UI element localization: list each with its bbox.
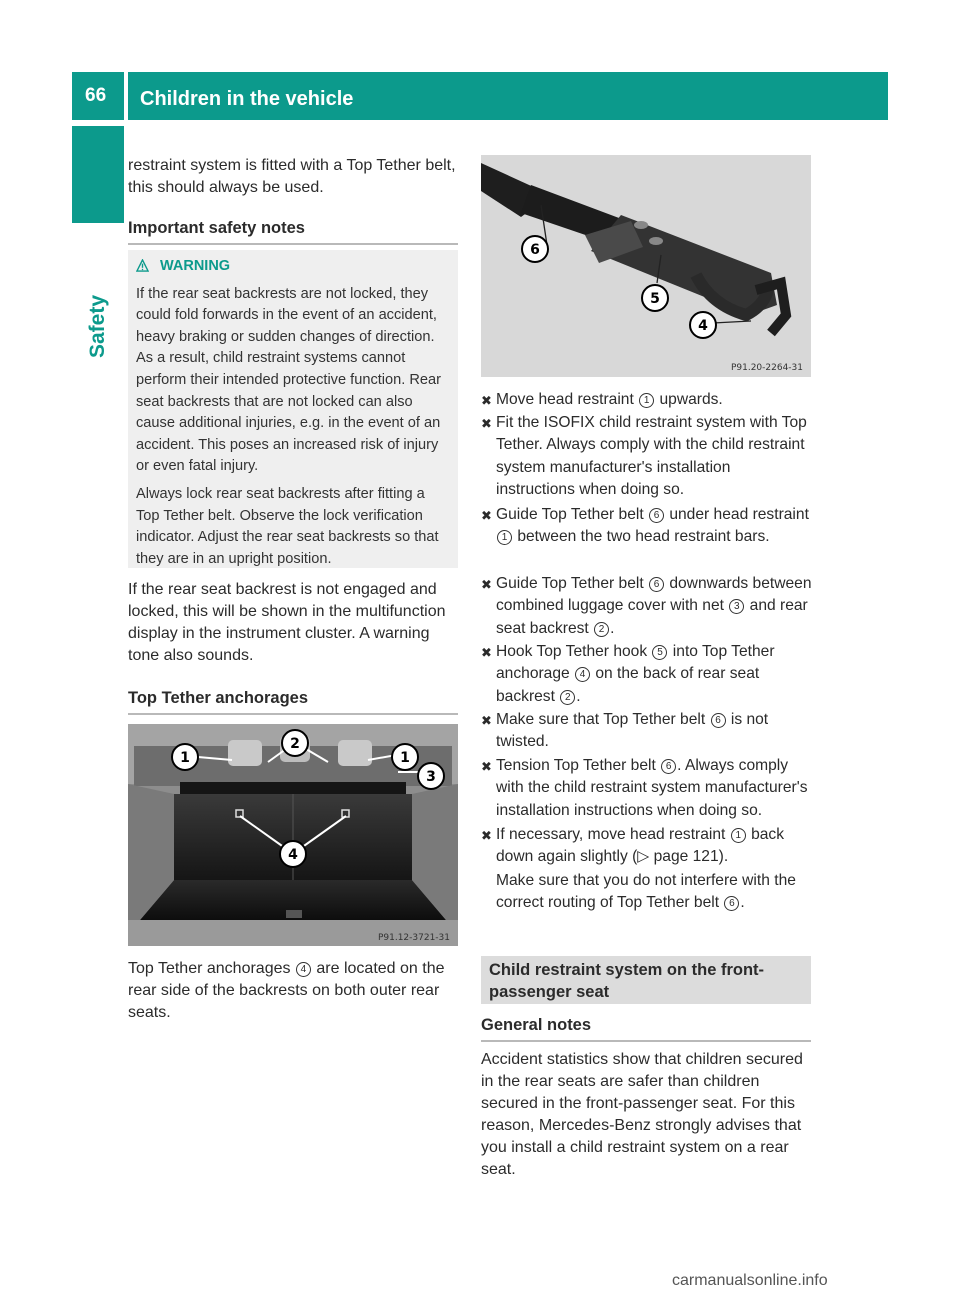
paragraph-accident-statistics: Accident statistics show that children secured in the rear seats are safer than children secured in the front-passenger seat. For this reason, Mercedes-Benz strongly advises that you install a child restraint system on a rear seat.: [481, 1051, 803, 1178]
step-arrow-icon: ✖: [481, 416, 492, 431]
svg-text:4: 4: [698, 318, 708, 334]
ref-6-marker: 6: [724, 896, 739, 911]
callout-1-left: [172, 744, 198, 770]
ref-2-marker: 2: [594, 622, 609, 637]
ref-6-marker: 6: [661, 759, 676, 774]
svg-text:6: 6: [530, 242, 540, 258]
callout-2: [282, 730, 308, 756]
ref-1-marker: 1: [731, 828, 746, 843]
ref-1-marker: 1: [639, 393, 654, 408]
step-4: ✖ Guide Top Tether belt 6 downwards between combined luggage cover with net 3 and rear seat backrest 2 .: [481, 575, 812, 637]
section-tab: [72, 126, 124, 223]
section-title-box: Child restraint system on the front-passenger seat: [481, 956, 811, 1004]
ref-6-marker: 6: [649, 508, 664, 523]
ref-3-marker: 3: [729, 599, 744, 614]
step-5: ✖ Hook Top Tether hook 5 into Top Tether anchorage 4 on the back of rear seat backrest 2 .: [481, 643, 775, 705]
warning-triangle-icon: [136, 258, 149, 280]
warning-paragraph-2: Always lock rear seat backrests after fitting a Top Tether belt. Observe the lock verification indicator. Adjust the rear seat backrests so that they are in an upright position.: [136, 485, 439, 567]
chapter-title: Children in the vehicle: [128, 72, 888, 120]
callout-5: [642, 285, 668, 311]
step-arrow-icon: ✖: [481, 393, 492, 408]
step-arrow-icon: ✖: [481, 828, 492, 843]
image-code-2: P91.20-2264-31: [730, 363, 803, 373]
callout-1-right: [392, 744, 418, 770]
step-3: ✖ Guide Top Tether belt 6 under head restraint 1 between the two head restraint bars.: [481, 506, 809, 546]
svg-text:3: 3: [426, 769, 436, 785]
section-label: Safety: [86, 294, 109, 358]
watermark: carmanualsonline.info: [672, 1272, 828, 1289]
step-arrow-icon: ✖: [481, 759, 492, 774]
step-7: ✖ Tension Top Tether belt 6 . Always comply with the child restraint system manufacturer's installation instructions when doing so.: [481, 757, 808, 819]
ref-5-marker: 5: [652, 645, 667, 660]
step-arrow-icon: ✖: [481, 645, 492, 660]
caption-anchorages: Top Tether anchorages 4 are located on the rear side of the backrests on both outer rear seats.: [128, 960, 445, 1021]
ref-2-marker: 2: [560, 690, 575, 705]
tether-hook-image: [481, 155, 811, 377]
svg-text:5: 5: [650, 291, 660, 307]
ref-1-marker: 1: [497, 530, 512, 545]
step-1: ✖ Move head restraint 1 upwards.: [481, 389, 813, 411]
ref-6-marker: 6: [711, 713, 726, 728]
warning-box: [128, 250, 458, 568]
heading-rule: [128, 243, 458, 245]
cargo-area-image: [128, 724, 458, 946]
step-note: Make sure that you do not interfere with the correct routing of Top Tether belt 6 .: [496, 872, 796, 912]
step-arrow-icon: ✖: [481, 508, 492, 523]
heading-important-safety-notes: Important safety notes: [128, 219, 305, 237]
ref-4-marker: 4: [575, 667, 590, 682]
heading-top-tether-anchorages: Top Tether anchorages: [128, 689, 309, 707]
heading-rule-2: [128, 713, 458, 715]
heading-general-notes: General notes: [481, 1016, 592, 1034]
step-arrow-icon: ✖: [481, 577, 492, 592]
warning-paragraph-1: If the rear seat backrests are not locked, they could fold forwards in the event of an accident, heavy braking or sudden changes of direction. As a result, child restraint systems cannot perform their intended protective function. Rear seat backrests that are not locked can also cause additional injuries, e.g. in the event of an accident. This poses an increased risk of injury or even fatal injury.: [136, 285, 442, 475]
step-arrow-icon: ✖: [481, 713, 492, 728]
svg-text:2: 2: [290, 736, 300, 752]
paragraph-multifunction: If the rear seat backrest is not engaged and locked, this will be shown in the multifunction display in the instrument cluster. A warning tone also sounds.: [128, 581, 446, 664]
ref-4-marker: 4: [296, 962, 311, 977]
intro-text: restraint system is fitted with a Top Tether belt, this should always be used.: [128, 157, 456, 196]
page-number: 66: [72, 72, 124, 120]
callout-3: [418, 763, 444, 789]
image-code: P91.12-3721-31: [377, 933, 450, 943]
heading-rule-3: [481, 1040, 811, 1042]
svg-text:1: 1: [400, 750, 410, 766]
svg-text:1: 1: [180, 750, 190, 766]
ref-6-marker: 6: [649, 577, 664, 592]
step-2: ✖ Fit the ISOFIX child restraint system with Top Tether. Always comply with the child restraint system manufacturer's installation instructions when doing so.: [481, 414, 807, 498]
warning-title: WARNING: [160, 258, 231, 274]
callout-4-hook: [690, 312, 716, 338]
step-8: ✖ If necessary, move head restraint 1 back down again slightly (▷ page 121).: [481, 826, 785, 866]
callout-4: [280, 841, 306, 867]
svg-text:4: 4: [288, 847, 298, 863]
callout-6: [522, 236, 548, 262]
step-6: ✖ Make sure that Top Tether belt 6 is not twisted.: [481, 711, 769, 751]
